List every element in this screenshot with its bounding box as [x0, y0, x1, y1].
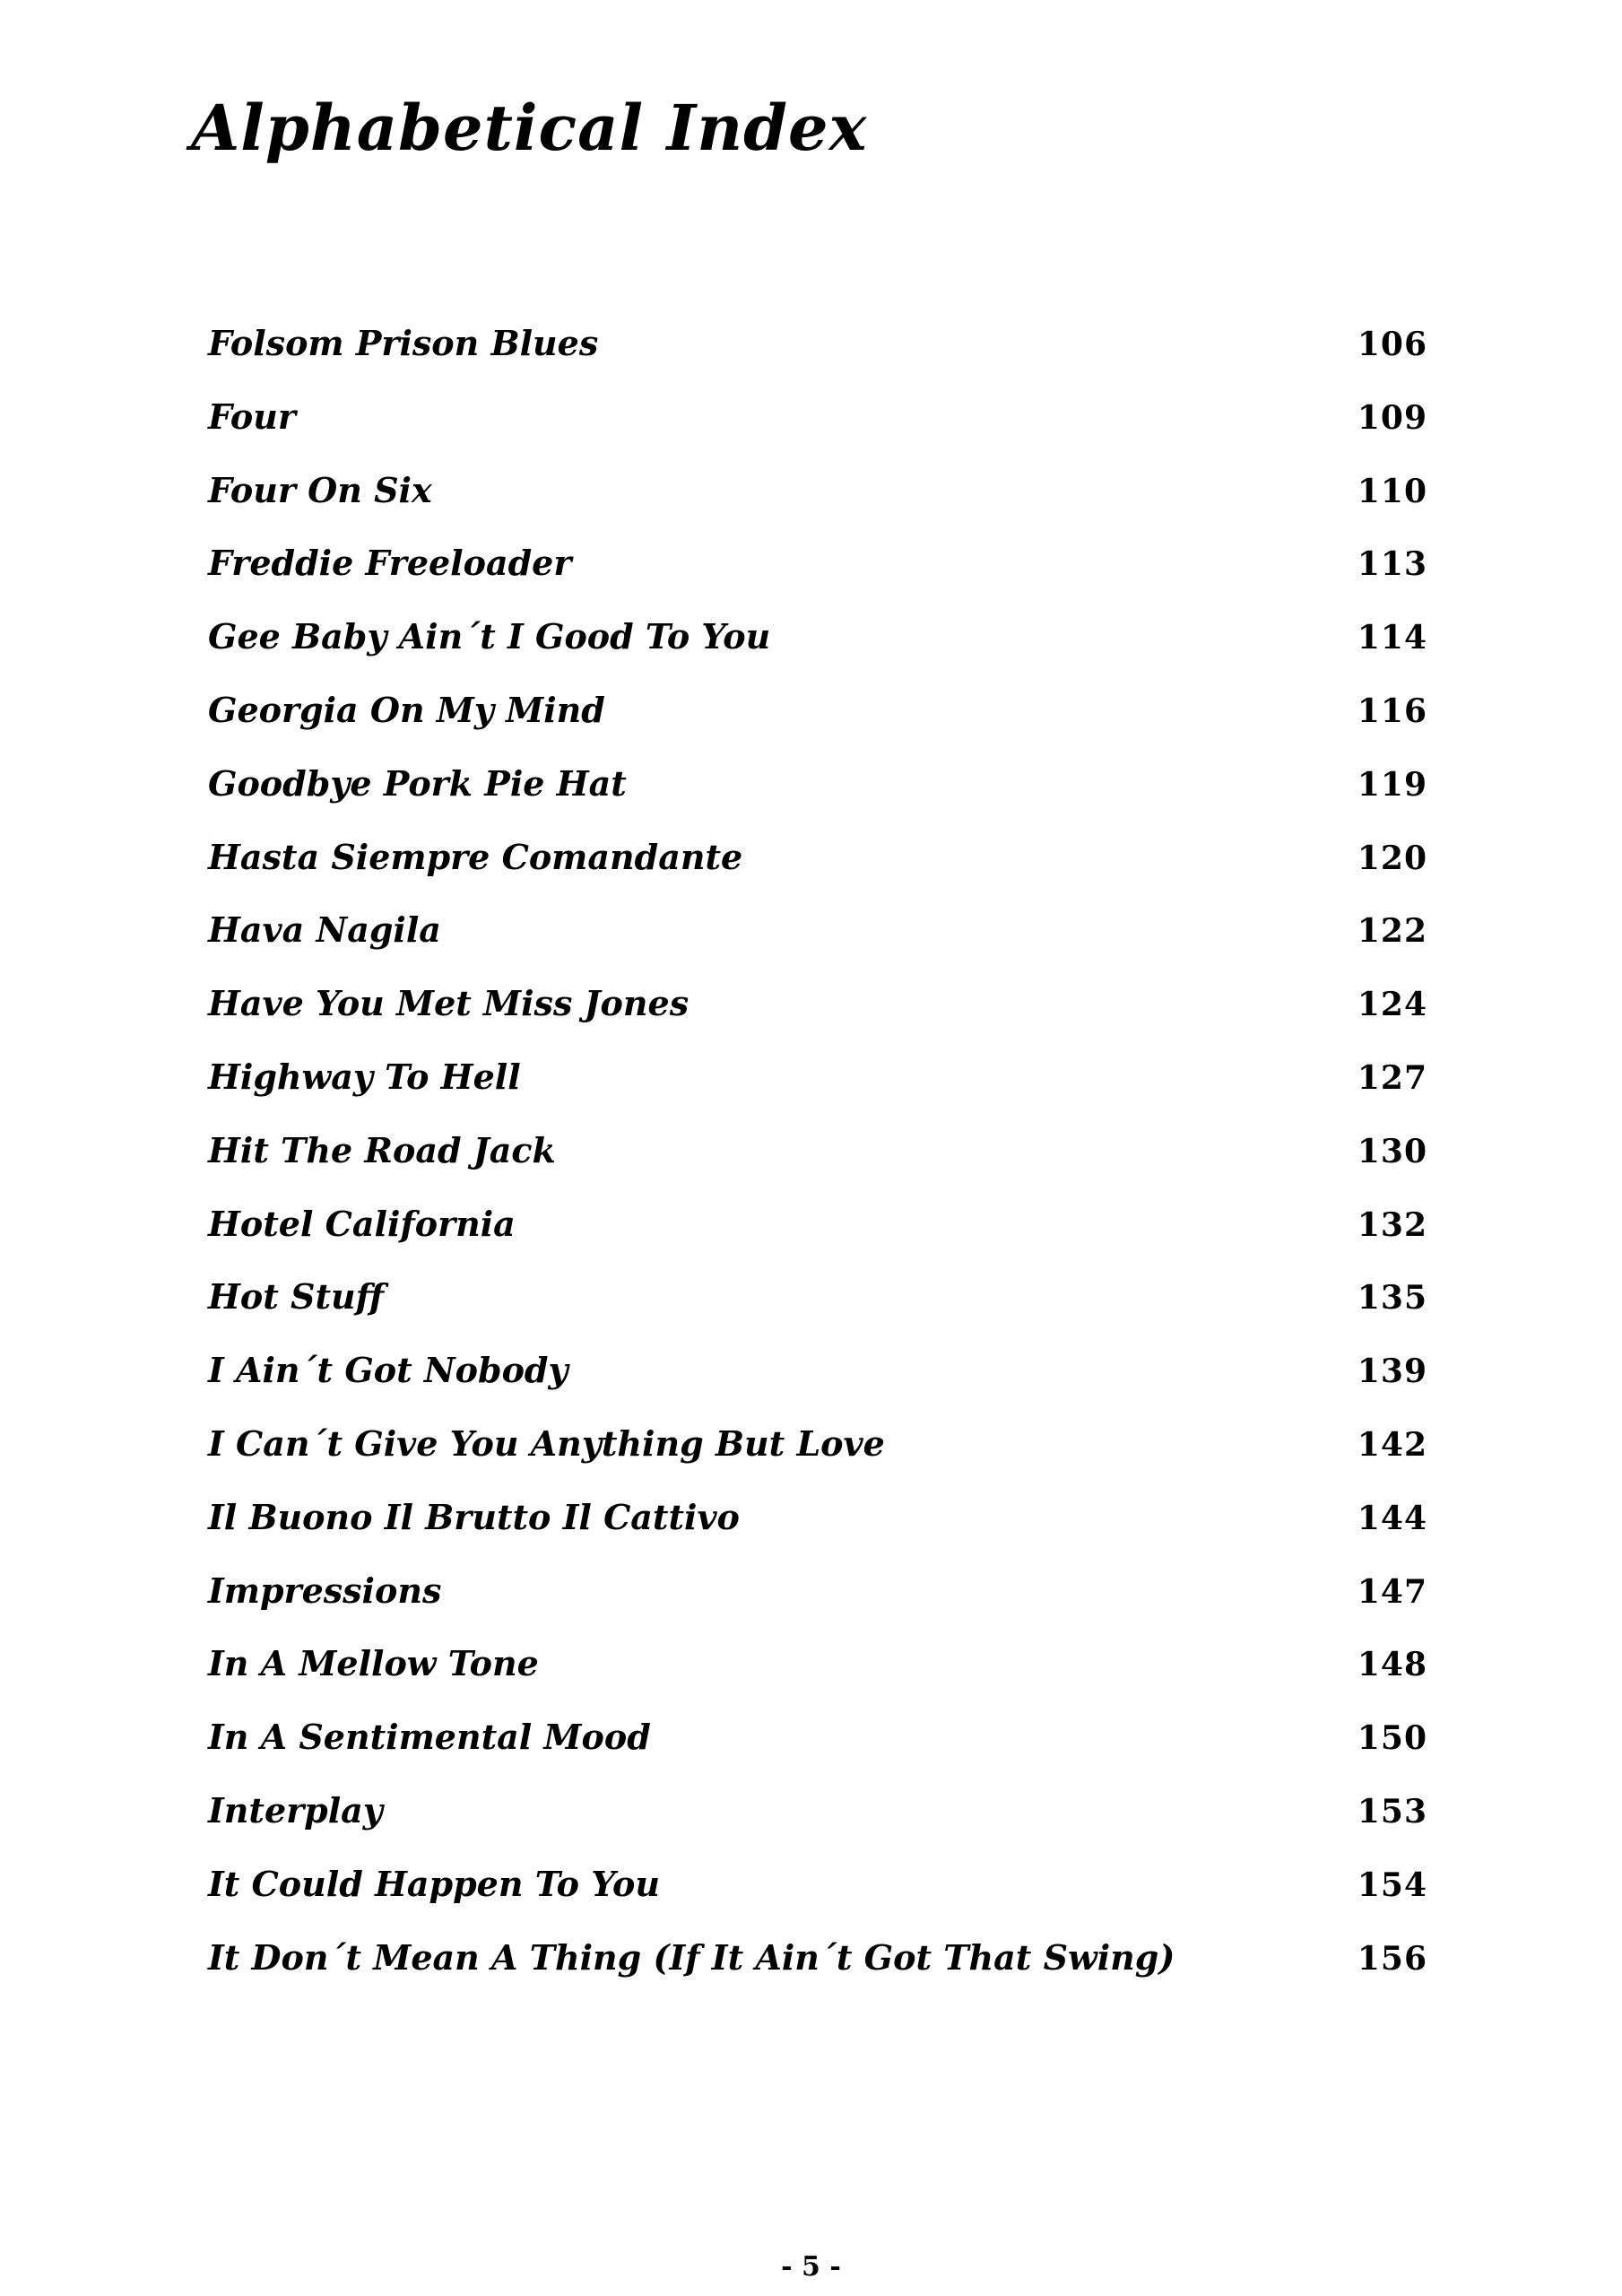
- entry-page-number: 142: [1357, 1425, 1427, 1464]
- index-entry: [208, 909, 1427, 983]
- index-entry: [208, 983, 1427, 1057]
- entry-page-number: 109: [1357, 398, 1427, 437]
- page-number-footer: - 5 -: [781, 2251, 841, 2283]
- entry-page-number: 113: [1357, 545, 1427, 584]
- index-entry: [208, 1790, 1427, 1864]
- index-entry: [208, 837, 1427, 910]
- entry-title: Il Buono Il Brutto Il Cattivo: [208, 1496, 740, 1537]
- index-entry: [208, 1643, 1427, 1717]
- entry-page-number: 120: [1357, 839, 1427, 877]
- index-entry: [208, 616, 1427, 690]
- entry-title: It Could Happen To You: [208, 1863, 661, 1904]
- page-title: Alphabetical Index: [191, 91, 868, 165]
- entry-title: Gee Baby Ain´t I Good To You: [208, 616, 771, 657]
- entry-title: Hasta Siempre Comandante: [208, 836, 743, 877]
- entry-title: Have You Met Miss Jones: [208, 983, 690, 1024]
- entry-page-number: 130: [1357, 1132, 1427, 1170]
- index-entry: [208, 323, 1427, 396]
- entry-title: It Don´t Mean A Thing (If It Ain´t Got That Swing): [208, 1936, 1175, 1978]
- index-entry: [208, 1937, 1427, 2011]
- entry-title: Hit The Road Jack: [208, 1129, 556, 1170]
- index-entry: [208, 1057, 1427, 1130]
- entry-title: Georgia On My Mind: [208, 689, 605, 730]
- index-entry: [208, 543, 1427, 616]
- entry-title: I Can´t Give You Anything But Love: [208, 1422, 885, 1464]
- entry-page-number: 144: [1357, 1499, 1427, 1537]
- index-entry: [208, 1130, 1427, 1204]
- entry-title: In A Mellow Tone: [208, 1643, 539, 1684]
- index-entry: [208, 1276, 1427, 1350]
- index-entry: [208, 396, 1427, 470]
- index-entry: [208, 1497, 1427, 1570]
- index-list: [208, 323, 1427, 2010]
- entry-title: Goodbye Pork Pie Hat: [208, 762, 627, 804]
- entry-title: Hotel California: [208, 1203, 516, 1244]
- entry-title: Freddie Freeloader: [208, 543, 572, 584]
- entry-title: Interplay: [208, 1789, 383, 1831]
- entry-page-number: 153: [1357, 1792, 1427, 1831]
- entry-title: I Ain´t Got Nobody: [208, 1350, 568, 1391]
- index-entry: [208, 1717, 1427, 1790]
- index-entry: [208, 1204, 1427, 1277]
- index-entry: [208, 1423, 1427, 1497]
- entry-page-number: 119: [1357, 765, 1427, 804]
- entry-page-number: 114: [1357, 619, 1427, 657]
- index-entry: [208, 1570, 1427, 1644]
- entry-title: Hot Stuff: [208, 1276, 385, 1318]
- index-entry: [208, 1864, 1427, 1937]
- entry-page-number: 148: [1357, 1646, 1427, 1684]
- entry-page-number: 106: [1357, 326, 1427, 363]
- entry-page-number: 124: [1357, 986, 1427, 1024]
- index-entry: [208, 1350, 1427, 1423]
- index-entry: [208, 470, 1427, 544]
- entry-page-number: 150: [1357, 1719, 1427, 1758]
- entry-page-number: 127: [1357, 1058, 1427, 1097]
- entry-title: Four On Six: [208, 469, 432, 510]
- entry-title: Impressions: [208, 1570, 442, 1611]
- index-entry: [208, 763, 1427, 837]
- entry-page-number: 139: [1357, 1352, 1427, 1391]
- index-entry: [208, 690, 1427, 763]
- entry-title: Hava Nagila: [208, 909, 441, 951]
- entry-title: Highway To Hell: [208, 1056, 521, 1097]
- entry-page-number: 132: [1357, 1205, 1427, 1244]
- entry-page-number: 147: [1357, 1572, 1427, 1611]
- entry-title: Four: [208, 396, 296, 437]
- entry-page-number: 154: [1357, 1866, 1427, 1904]
- entry-page-number: 156: [1357, 1939, 1427, 1978]
- entry-page-number: 135: [1357, 1279, 1427, 1318]
- entry-page-number: 110: [1357, 472, 1427, 510]
- entry-page-number: 122: [1357, 912, 1427, 951]
- entry-title: Folsom Prison Blues: [208, 323, 599, 363]
- entry-title: In A Sentimental Mood: [208, 1717, 651, 1758]
- entry-page-number: 116: [1357, 691, 1427, 730]
